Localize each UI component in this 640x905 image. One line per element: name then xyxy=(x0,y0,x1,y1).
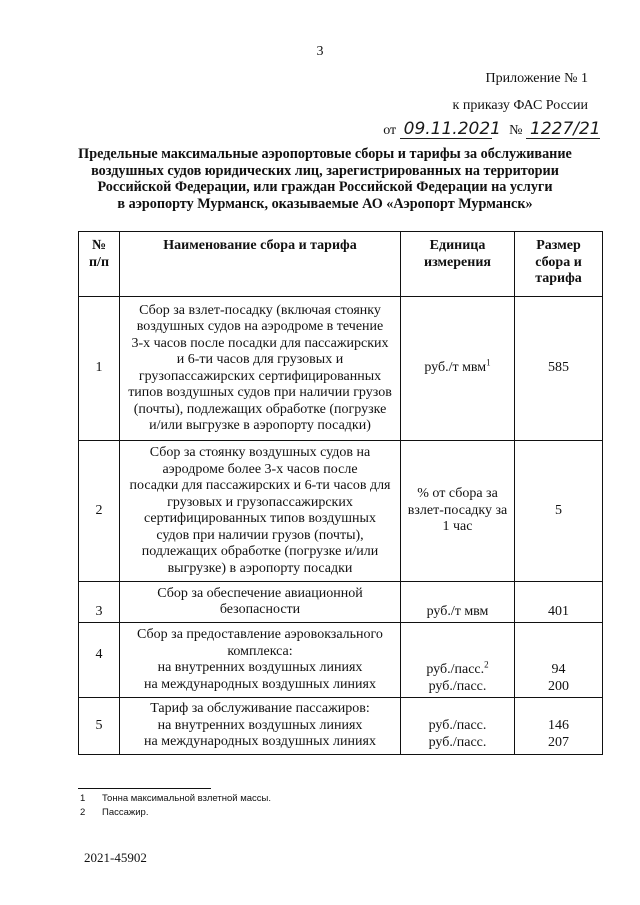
row-rate: 401 xyxy=(515,582,603,623)
date-prefix: от xyxy=(383,123,397,138)
row-num: 5 xyxy=(79,698,120,755)
header-unit: Единица измерения xyxy=(401,232,515,297)
footnote-ref: 2 xyxy=(484,659,489,670)
footnote: 2 Пассажир. xyxy=(80,807,149,818)
handwritten-date: 09.11.2021 xyxy=(400,120,492,139)
row-unit: % от сбора за взлет-посадку за 1 час xyxy=(401,441,515,582)
header-num: № п/п xyxy=(79,232,120,297)
row-unit: руб./пасс.$^2$ руб./пасс. xyxy=(401,623,515,698)
title-line: Российской Федерации, или граждан Российской Федерации на услуги xyxy=(97,179,553,195)
row-num: 1 xyxy=(79,297,120,441)
document-title xyxy=(70,146,580,212)
table-row xyxy=(79,582,603,623)
row-rate: 146 207 xyxy=(515,698,603,755)
row-name: Сбор за стоянку воздушных судов на аэродроме более 3-х часов после посадки для пассажирских и 6-ти часов для грузовых и грузопассажирских сертифицированных типов воздушных судов при наличии грузов (почты), подлежащих обработке (погрузке и/или выгрузке) в аэропорту посадки xyxy=(120,441,401,582)
row-name: Тариф за обслуживание пассажиров: на внутренних воздушных линиях на международных воздушных линиях xyxy=(120,698,401,755)
table-row xyxy=(79,297,603,441)
row-num: 2 xyxy=(79,441,120,582)
row-rate: 5 xyxy=(515,441,603,582)
number-prefix: № xyxy=(509,123,523,138)
table-header-row xyxy=(79,232,603,297)
title-line: в аэропорту Мурманск, оказываемые АО «Аэропорт Мурманск» xyxy=(117,195,533,212)
title-line: Предельные максимальные аэропортовые сборы и тарифы за обслуживание xyxy=(78,146,572,162)
table-row xyxy=(79,441,603,582)
header-name: Наименование сбора и тарифа xyxy=(120,232,401,297)
footnote-ref: 1 xyxy=(486,357,491,368)
footnote: 1 Тонна максимальной взлетной массы. xyxy=(80,793,271,804)
row-num: 4 xyxy=(79,623,120,698)
document-code: 2021-45902 xyxy=(84,850,147,865)
fees-table xyxy=(78,231,603,755)
appendix-title: Приложение № 1 xyxy=(485,71,588,86)
handwritten-order-number: 1227/21 xyxy=(526,120,600,139)
row-num: 3 xyxy=(79,582,120,623)
table-row xyxy=(79,698,603,755)
row-unit: руб./т мвм xyxy=(401,582,515,623)
page-number: 3 xyxy=(316,44,324,59)
header-rate: Размер сбора и тарифа xyxy=(515,232,603,297)
row-name: Сбор за предоставление аэровокзального комплекса: на внутренних воздушных линиях на международных воздушных линиях xyxy=(120,623,401,698)
row-name: Сбор за взлет-посадку (включая стоянку воздушных судов на аэродроме в течение 3-х часов после посадки для пассажирских и 6-ти часов для грузовых и грузопассажирских сертифицированных типов воздушных судов при наличии грузов (почты), подлежащих обработке (погрузке и/или выгрузке в аэропорту посадки) xyxy=(120,297,401,441)
row-name: Сбор за обеспечение авиационной безопасности xyxy=(120,582,401,623)
order-date-number-line xyxy=(383,120,600,139)
table-row xyxy=(79,623,603,698)
row-rate: 94 200 xyxy=(515,623,603,698)
title-line: воздушных судов юридических лиц, зарегистрированных на территории xyxy=(91,162,559,179)
row-unit: руб./т мвм$^1$ xyxy=(401,297,515,441)
order-reference: к приказу ФАС России xyxy=(452,98,588,113)
footnote-divider xyxy=(78,788,211,789)
row-rate: 585 xyxy=(515,297,603,441)
row-unit: руб./пасс. руб./пасс. xyxy=(401,698,515,755)
